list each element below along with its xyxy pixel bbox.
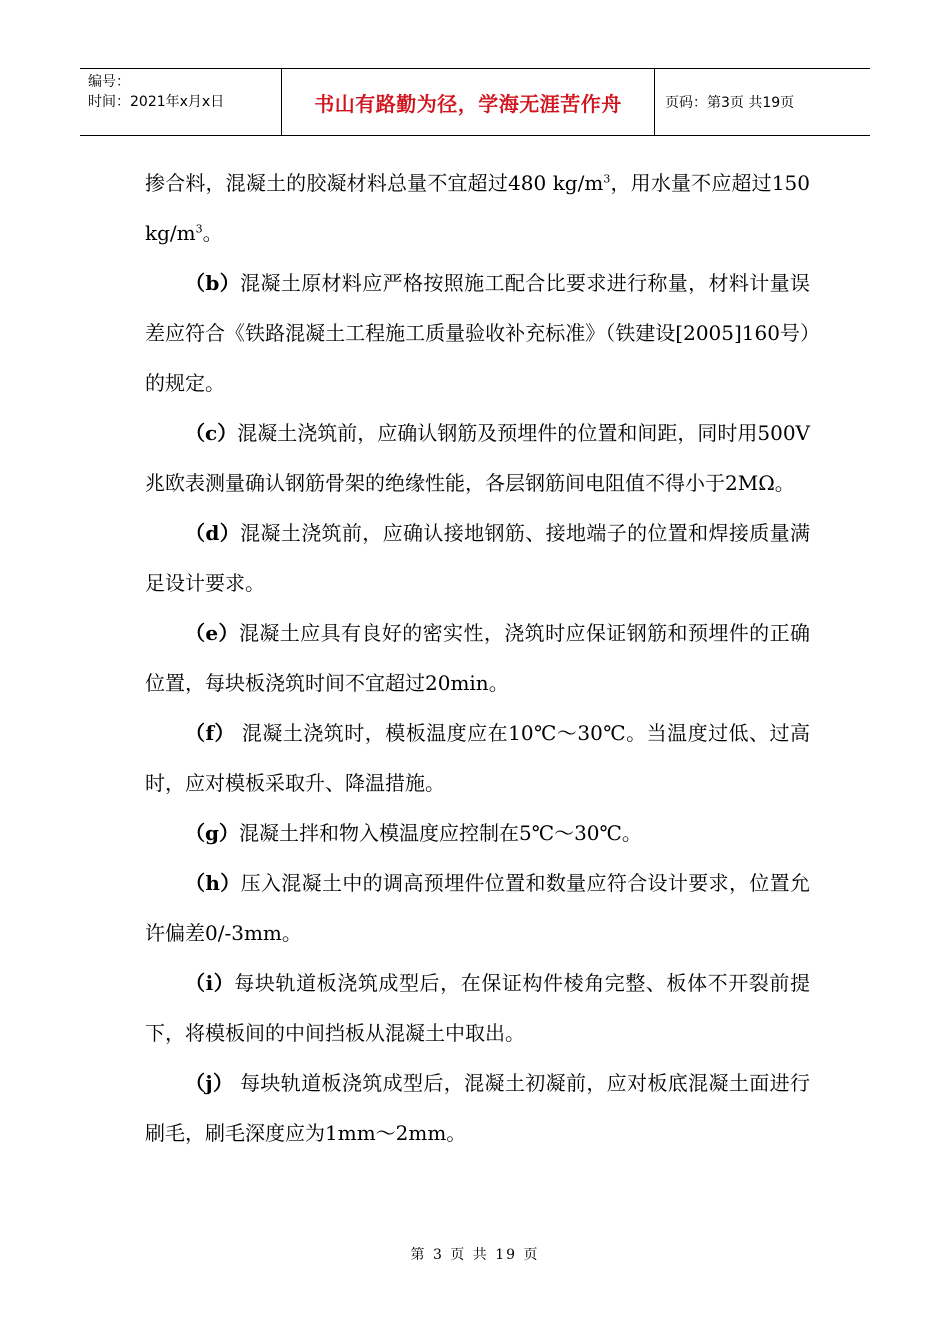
- list-item-j: [145, 1058, 810, 1158]
- page-header: [80, 68, 870, 136]
- list-item-f: [145, 708, 810, 808]
- list-item-e: [145, 608, 810, 708]
- list-item-h: [145, 858, 810, 958]
- item-text: 每块轨道板浇筑成型后，混凝土初凝前，应对板底混凝土面进行刷毛，刷毛深度应为1mm～2mm。: [145, 1071, 810, 1145]
- list-item-g: [145, 808, 810, 858]
- item-tag: （b）: [185, 271, 241, 295]
- item-text: 混凝土拌和物入模温度应控制在5℃～30℃。: [238, 821, 642, 845]
- paragraph-text: ，用水量不应超过150 kg/m: [145, 171, 810, 245]
- item-tag: （e）: [185, 621, 239, 645]
- item-tag: （h）: [185, 871, 241, 895]
- item-tag: （g）: [185, 821, 239, 845]
- item-tag: （c）: [185, 421, 238, 445]
- item-text: 混凝土应具有良好的密实性，浇筑时应保证钢筋和预埋件的正确位置，每块板浇筑时间不宜超过20min。: [145, 621, 810, 695]
- item-text: 混凝土浇筑前，应确认钢筋及预埋件的位置和间距，同时用500V兆欧表测量确认钢筋骨架的绝缘性能，各层钢筋间电阻值不得小于2MΩ。: [145, 421, 810, 495]
- item-tag: （i）: [185, 971, 235, 995]
- item-text: 混凝土浇筑时，模板温度应在10℃～30℃。当温度过低、过高时，应对模板采取升、降温措施。: [145, 721, 810, 795]
- document-date: 时间：2021年x月x日: [88, 94, 225, 110]
- superscript: 3: [195, 222, 203, 236]
- list-item-c: [145, 408, 810, 508]
- item-tag: （f）: [185, 721, 236, 745]
- item-tag: （d）: [185, 521, 241, 545]
- document-body: [145, 158, 810, 1158]
- paragraph-text: 。: [202, 221, 223, 245]
- header-page-info: 页码：第3页 共19页: [665, 95, 795, 111]
- paragraph-continuation: [145, 158, 810, 258]
- header-motto: 书山有路勤为径，学海无涯苦作舟: [282, 69, 655, 135]
- item-text: 每块轨道板浇筑成型后，在保证构件棱角完整、板体不开裂前提下，将模板间的中间挡板从混凝土中取出。: [145, 971, 810, 1045]
- item-text: 混凝土浇筑前，应确认接地钢筋、接地端子的位置和焊接质量满足设计要求。: [145, 521, 811, 595]
- page-footer: 第 3 页 共 19 页: [410, 1247, 540, 1263]
- list-item-d: [145, 508, 810, 608]
- item-text: 压入混凝土中的调高预埋件位置和数量应符合设计要求，位置允许偏差0/-3mm。: [145, 871, 811, 945]
- paragraph-text: 掺合料，混凝土的胶凝材料总量不宜超过480 kg/m: [145, 171, 604, 195]
- header-meta: [80, 69, 282, 135]
- item-text: 混凝土原材料应严格按照施工配合比要求进行称量，材料计量误差应符合《铁路混凝土工程施工质量验收补充标准》（铁建设[2005]160号）的规定。: [145, 271, 811, 395]
- document-number-label: 编号：: [88, 74, 130, 90]
- superscript: 3: [603, 172, 611, 186]
- list-item-b: [145, 258, 810, 408]
- item-tag: （j）: [185, 1071, 234, 1095]
- list-item-i: [145, 958, 810, 1058]
